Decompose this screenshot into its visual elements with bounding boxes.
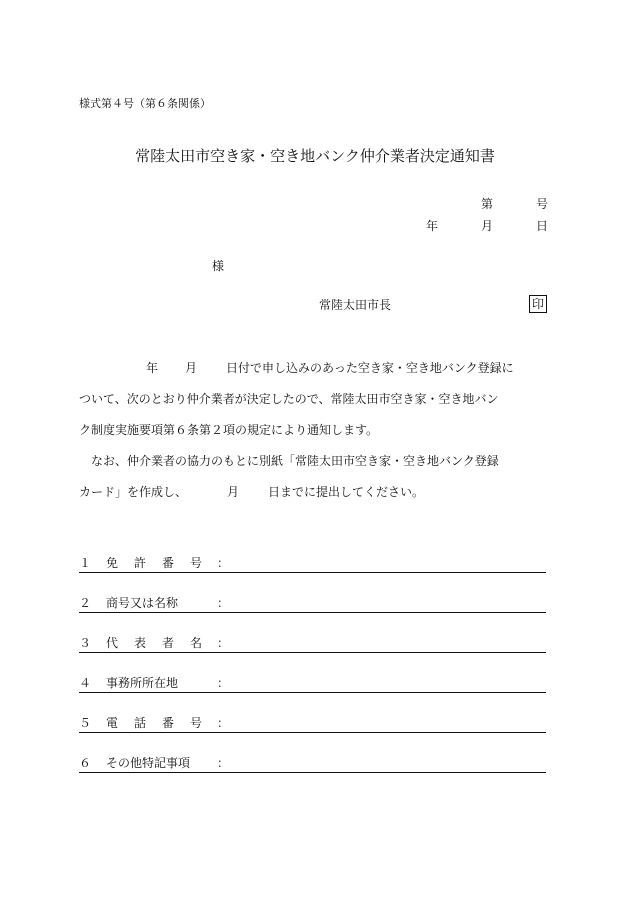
label-char: 号 (189, 716, 202, 730)
field-trade-name[interactable] (79, 596, 546, 613)
field-number: ３ (79, 636, 92, 650)
field-label: 商号又は名称 (106, 596, 179, 610)
field-license-number[interactable] (79, 556, 546, 573)
label-char: 電 (106, 716, 119, 730)
field-office-address[interactable] (79, 676, 546, 693)
body-month: 月 (185, 361, 198, 375)
label-char: 許 (133, 556, 146, 570)
field-number: ６ (79, 756, 92, 770)
label-char: 者 (161, 636, 174, 650)
body-line-5a: カード」を作成し、 (79, 485, 188, 499)
field-colon: ： (217, 596, 230, 610)
date-month: 月 (481, 219, 494, 233)
body-line-5b: 日までに提出してください。 (268, 485, 425, 499)
issuer-name: 常陸太田市長 (319, 298, 392, 312)
field-colon: ： (217, 716, 230, 730)
field-representative-name[interactable] (79, 636, 546, 653)
field-colon: ： (217, 636, 230, 650)
form-number-label: 様式第４号（第６条関係） (79, 97, 211, 110)
addressee-honorific: 様 (212, 259, 225, 273)
field-label (106, 556, 202, 570)
body-year: 年 (146, 361, 159, 375)
field-colon: ： (217, 756, 230, 770)
field-colon: ： (217, 556, 230, 570)
field-phone-number[interactable] (79, 716, 546, 733)
label-char: 表 (133, 636, 146, 650)
body-deadline-month: 月 (227, 485, 240, 499)
label-char: 代 (106, 636, 119, 650)
date-day: 日 (536, 219, 549, 233)
label-char: 名 (189, 636, 202, 650)
body-line-1: 日付で申し込みのあった空き家・空き地バンク登録に (226, 361, 514, 375)
field-other-notes[interactable] (79, 756, 546, 773)
body-line-3: ク制度実施要項第６条第２項の規定により通知します。 (79, 423, 379, 437)
official-seal (529, 295, 547, 313)
field-label: 事務所所在地 (106, 676, 179, 690)
label-char: 号 (189, 556, 202, 570)
field-label: その他特記事項 (106, 756, 191, 770)
field-number: ４ (79, 676, 92, 690)
field-colon: ： (217, 676, 230, 690)
date-year: 年 (426, 219, 439, 233)
label-char: 免 (106, 556, 119, 570)
seal-mark: 印 (529, 295, 547, 313)
body-line-2: ついて、次のとおり仲介業者が決定したので、常陸太田市空き家・空き地バン (79, 392, 499, 406)
label-char: 話 (133, 716, 146, 730)
field-label (106, 636, 202, 650)
label-char: 番 (161, 556, 174, 570)
field-label (106, 716, 202, 730)
field-number: １ (79, 556, 92, 570)
field-number: ５ (79, 716, 92, 730)
body-line-4: なお、仲介業者の協力のもとに別紙「常陸太田市空き家・空き地バンク登録 (91, 454, 499, 468)
field-number: ２ (79, 596, 92, 610)
document-title: 常陸太田市空き家・空き地バンク仲介業者決定通知書 (135, 147, 495, 165)
label-char: 番 (161, 716, 174, 730)
number-suffix: 号 (536, 197, 549, 211)
number-prefix: 第 (481, 197, 494, 211)
